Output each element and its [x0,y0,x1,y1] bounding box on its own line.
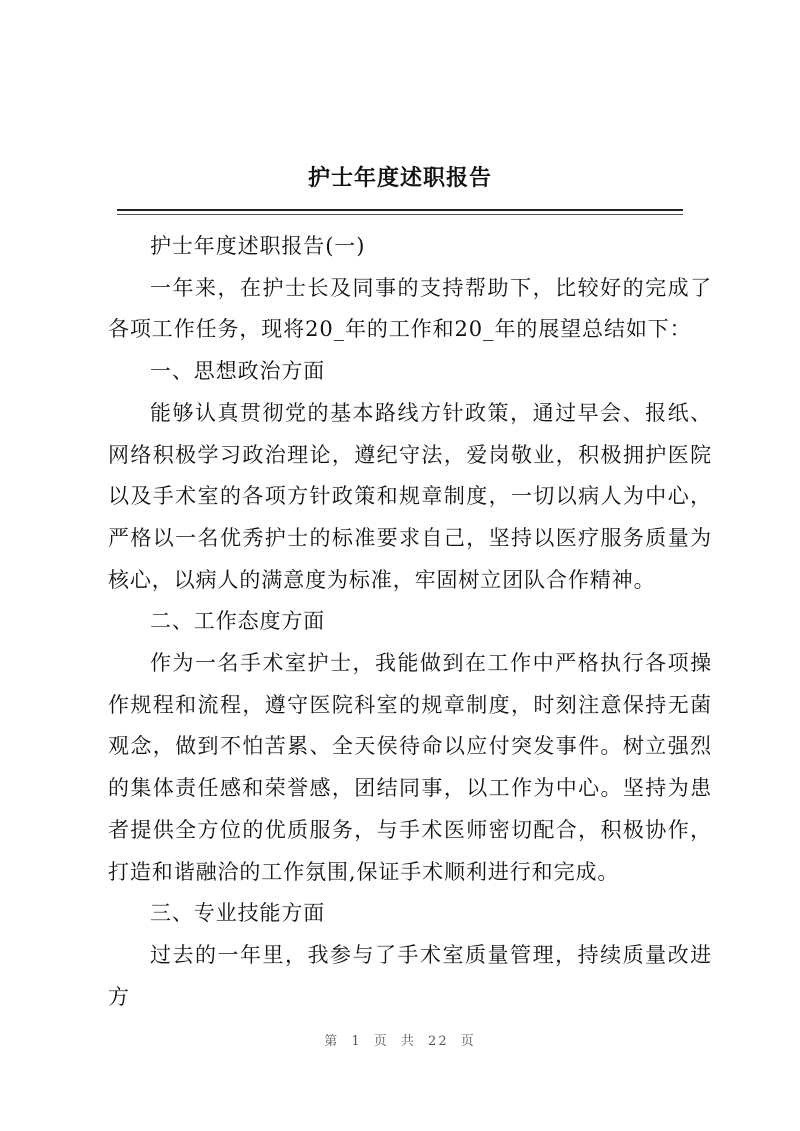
skills-paragraph: 过去的一年里，我参与了手术室质量管理，持续质量改进方 [108,942,712,1009]
section-heading-political: 一、思想政治方面 [150,359,326,384]
intro-paragraph: 一年来，在护士长及同事的支持帮助下，比较好的完成了各项工作任务，现将20_年的工作和20_年的展望总结如下： [108,275,712,342]
title-divider-thin [117,214,683,215]
attitude-paragraph: 作为一名手术室护士，我能做到在工作中严格执行各项操作规程和流程，遵守医院科室的规章制度，时刻注意保持无菌观念，做到不怕苦累、全天侯待命以应付突发事件。树立强烈的集体责任感和荣誉感，团结同事，以工作为中心。坚持为患者提供全方位的优质服务，与手术医师密切配合，积极协作，打造和谐融洽的工作氛围,保证手术顺利进行和完成。 [108,651,712,884]
document-body [108,226,712,1018]
document-title: 护士年度述职报告 [307,165,492,191]
section-heading-skills: 三、专业技能方面 [150,901,326,926]
political-paragraph: 能够认真贯彻党的基本路线方针政策，通过早会、报纸、网络积极学习政治理论，遵纪守法，爱岗敬业，积极拥护医院以及手术室的各项方针政策和规章制度，一切以病人为中心，严格以一名优秀护士的标准要求自己，坚持以医疗服务质量为核心，以病人的满意度为标准，牢固树立团队合作精神。 [108,400,712,592]
title-divider-thick [117,209,683,211]
section-heading-attitude: 二、工作态度方面 [150,609,326,634]
report-subtitle: 护士年度述职报告(一) [150,234,366,258]
page-number-footer: 第 1 页 共 22 页 [324,1034,476,1049]
